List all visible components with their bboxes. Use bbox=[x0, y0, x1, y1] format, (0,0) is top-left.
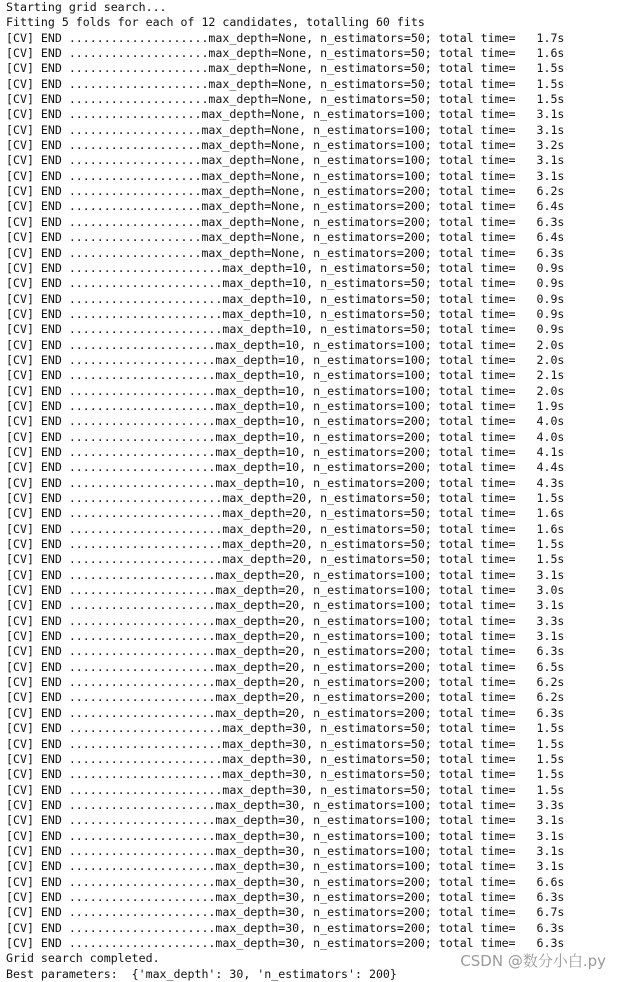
status-line-fitting: Fitting 5 folds for each of 12 candidates, totalling 60 fits bbox=[6, 15, 425, 30]
cv-log-line: [CV] END ....................max_depth=None, n_estimators=50; total time= 1.5s bbox=[6, 76, 565, 91]
cv-log-line: [CV] END ......................max_depth=30, n_estimators=50; total time= 1.5s bbox=[6, 736, 565, 751]
cv-log-line: [CV] END .....................max_depth=10, n_estimators=100; total time= 2.0s bbox=[6, 383, 565, 398]
cv-log-line: [CV] END .....................max_depth=10, n_estimators=200; total time= 4.0s bbox=[6, 429, 565, 444]
cv-log-line: [CV] END .....................max_depth=30, n_estimators=200; total time= 6.3s bbox=[6, 935, 565, 950]
status-line-start: Starting grid search... bbox=[6, 0, 167, 14]
cv-log-line: [CV] END .....................max_depth=30, n_estimators=100; total time= 3.1s bbox=[6, 859, 565, 874]
cv-log-line: [CV] END ...................max_depth=None, n_estimators=200; total time= 6.3s bbox=[6, 214, 565, 229]
cv-log-line: [CV] END ......................max_depth=30, n_estimators=50; total time= 1.5s bbox=[6, 767, 565, 782]
status-line-completed: Grid search completed. bbox=[6, 951, 160, 966]
cv-log-line: [CV] END .....................max_depth=10, n_estimators=200; total time= 4.1s bbox=[6, 444, 565, 459]
cv-log-line: [CV] END ...................max_depth=None, n_estimators=200; total time= 6.3s bbox=[6, 245, 565, 260]
cv-log-line: [CV] END .....................max_depth=30, n_estimators=100; total time= 3.3s bbox=[6, 797, 565, 812]
cv-log-line: [CV] END ......................max_depth=30, n_estimators=50; total time= 1.5s bbox=[6, 721, 565, 736]
cv-log-line: [CV] END ......................max_depth=20, n_estimators=50; total time= 1.6s bbox=[6, 506, 565, 521]
watermark: CSDN @数分小白.py bbox=[460, 952, 606, 970]
cv-log-line: [CV] END ...................max_depth=None, n_estimators=100; total time= 3.1s bbox=[6, 122, 565, 137]
cv-log-line: [CV] END .....................max_depth=20, n_estimators=100; total time= 3.1s bbox=[6, 629, 565, 644]
cv-log-line: [CV] END .....................max_depth=30, n_estimators=200; total time= 6.3s bbox=[6, 889, 565, 904]
cv-log-line: [CV] END .....................max_depth=20, n_estimators=200; total time= 6.2s bbox=[6, 675, 565, 690]
cv-log-lines bbox=[6, 31, 620, 952]
cv-log-line: [CV] END .....................max_depth=20, n_estimators=200; total time= 6.2s bbox=[6, 690, 565, 705]
cv-log-line: [CV] END .....................max_depth=20, n_estimators=100; total time= 3.1s bbox=[6, 567, 565, 582]
cv-log-line: [CV] END ...................max_depth=None, n_estimators=200; total time= 6.4s bbox=[6, 199, 565, 214]
cv-log-line: [CV] END ...................max_depth=None, n_estimators=100; total time= 3.1s bbox=[6, 107, 565, 122]
cv-log-line: [CV] END ......................max_depth=10, n_estimators=50; total time= 0.9s bbox=[6, 291, 565, 306]
cv-log-line: [CV] END ......................max_depth=20, n_estimators=50; total time= 1.6s bbox=[6, 521, 565, 536]
cv-log-line: [CV] END ....................max_depth=None, n_estimators=50; total time= 1.6s bbox=[6, 46, 565, 61]
cv-log-line: [CV] END .....................max_depth=30, n_estimators=200; total time= 6.3s bbox=[6, 920, 565, 935]
cv-log-line: [CV] END ......................max_depth=30, n_estimators=50; total time= 1.5s bbox=[6, 782, 565, 797]
cv-log-line: [CV] END ...................max_depth=None, n_estimators=100; total time= 3.1s bbox=[6, 168, 565, 183]
cv-log-line: [CV] END ......................max_depth=10, n_estimators=50; total time= 0.9s bbox=[6, 322, 565, 337]
cv-log-line: [CV] END .....................max_depth=20, n_estimators=200; total time= 6.3s bbox=[6, 644, 565, 659]
cv-log-line: [CV] END .....................max_depth=20, n_estimators=200; total time= 6.3s bbox=[6, 705, 565, 720]
cv-log-line: [CV] END .....................max_depth=30, n_estimators=100; total time= 3.1s bbox=[6, 843, 565, 858]
cv-log-line: [CV] END .....................max_depth=20, n_estimators=200; total time= 6.5s bbox=[6, 659, 565, 674]
cv-log-line: [CV] END ......................max_depth=10, n_estimators=50; total time= 0.9s bbox=[6, 306, 565, 321]
console-header bbox=[6, 0, 620, 31]
cv-log-line: [CV] END ....................max_depth=None, n_estimators=50; total time= 1.7s bbox=[6, 30, 565, 45]
cv-log-line: [CV] END .....................max_depth=20, n_estimators=100; total time= 3.0s bbox=[6, 583, 565, 598]
cv-log-line: [CV] END ......................max_depth=20, n_estimators=50; total time= 1.5s bbox=[6, 552, 565, 567]
cv-log-line: [CV] END ....................max_depth=None, n_estimators=50; total time= 1.5s bbox=[6, 61, 565, 76]
cv-log-line: [CV] END .....................max_depth=20, n_estimators=100; total time= 3.1s bbox=[6, 598, 565, 613]
cv-log-line: [CV] END ......................max_depth=20, n_estimators=50; total time= 1.5s bbox=[6, 537, 565, 552]
cv-log-line: [CV] END ...................max_depth=None, n_estimators=200; total time= 6.2s bbox=[6, 184, 565, 199]
cv-log-line: [CV] END .....................max_depth=20, n_estimators=100; total time= 3.3s bbox=[6, 613, 565, 628]
cv-log-line: [CV] END ...................max_depth=None, n_estimators=100; total time= 3.1s bbox=[6, 153, 565, 168]
cv-log-line: [CV] END ....................max_depth=None, n_estimators=50; total time= 1.5s bbox=[6, 92, 565, 107]
cv-log-line: [CV] END .....................max_depth=10, n_estimators=100; total time= 2.1s bbox=[6, 368, 565, 383]
cv-log-line: [CV] END ...................max_depth=None, n_estimators=200; total time= 6.4s bbox=[6, 230, 565, 245]
cv-log-line: [CV] END .....................max_depth=10, n_estimators=200; total time= 4.3s bbox=[6, 475, 565, 490]
cv-log-line: [CV] END ...................max_depth=None, n_estimators=100; total time= 3.2s bbox=[6, 138, 565, 153]
cv-log-line: [CV] END .....................max_depth=30, n_estimators=100; total time= 3.1s bbox=[6, 828, 565, 843]
cv-log-line: [CV] END .....................max_depth=10, n_estimators=100; total time= 1.9s bbox=[6, 398, 565, 413]
cv-log-line: [CV] END ......................max_depth=20, n_estimators=50; total time= 1.5s bbox=[6, 491, 565, 505]
cv-log-line: [CV] END ......................max_depth=10, n_estimators=50; total time= 0.9s bbox=[6, 276, 565, 291]
cv-log-line: [CV] END ......................max_depth=10, n_estimators=50; total time= 0.9s bbox=[6, 260, 565, 275]
cv-log-line: [CV] END .....................max_depth=10, n_estimators=200; total time= 4.4s bbox=[6, 460, 565, 475]
cv-log-line: [CV] END .....................max_depth=30, n_estimators=200; total time= 6.7s bbox=[6, 905, 565, 920]
cv-log-line: [CV] END .....................max_depth=10, n_estimators=100; total time= 2.0s bbox=[6, 337, 565, 352]
cv-log-line: [CV] END .....................max_depth=30, n_estimators=200; total time= 6.6s bbox=[6, 874, 565, 889]
cv-log-line: [CV] END .....................max_depth=10, n_estimators=200; total time= 4.0s bbox=[6, 414, 565, 429]
cv-log-line: [CV] END .....................max_depth=10, n_estimators=100; total time= 2.0s bbox=[6, 352, 565, 367]
cv-log-line: [CV] END ......................max_depth=30, n_estimators=50; total time= 1.5s bbox=[6, 751, 565, 766]
cv-log-line: [CV] END .....................max_depth=30, n_estimators=100; total time= 3.1s bbox=[6, 813, 565, 828]
best-parameters-line: Best parameters: {'max_depth': 30, 'n_estimators': 200} bbox=[6, 966, 397, 981]
